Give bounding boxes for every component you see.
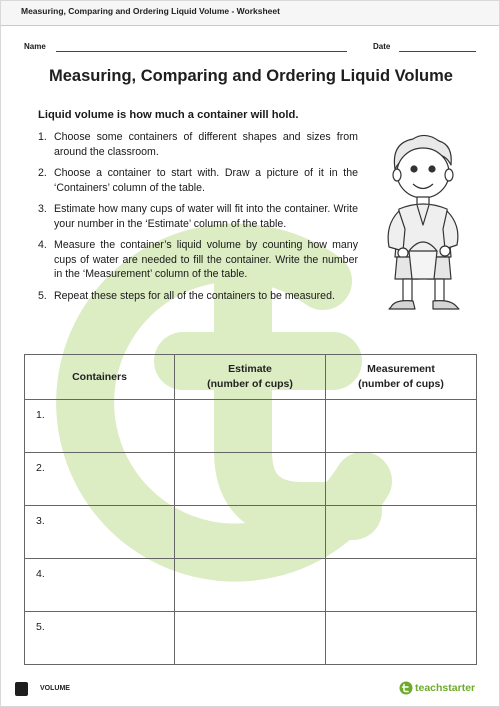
estimate-cell[interactable] <box>175 506 326 559</box>
document-icon <box>15 682 28 696</box>
step-text: Repeat these steps for all of the containers to be measured. <box>54 289 335 302</box>
table-row <box>25 506 477 559</box>
estimate-cell[interactable] <box>175 559 326 612</box>
measurement-cell[interactable] <box>326 506 477 559</box>
volume-table <box>24 354 477 665</box>
instruction-step <box>38 202 358 231</box>
table-row <box>25 559 477 612</box>
row-number: 5. <box>36 621 45 633</box>
row-number: 1. <box>36 409 45 421</box>
step-text: Choose some containers of different shapes and sizes from around the classroom. <box>54 131 358 158</box>
containers-cell[interactable] <box>25 612 175 665</box>
footer-topic-label: VOLUME <box>40 685 70 692</box>
measurement-cell[interactable] <box>326 559 477 612</box>
column-header-line2: (number of cups) <box>207 378 293 390</box>
boy-with-bucket-illustration <box>373 129 473 315</box>
column-header-line1: Containers <box>72 370 127 383</box>
table-header-row <box>25 355 477 400</box>
intro-text: Liquid volume is how much a container will hold. <box>38 109 299 121</box>
instruction-step <box>38 238 358 282</box>
name-field-line[interactable] <box>56 51 347 52</box>
page-title: Measuring, Comparing and Ordering Liquid Volume <box>49 67 453 85</box>
step-number: 4. <box>38 239 47 251</box>
containers-cell[interactable] <box>25 559 175 612</box>
column-header-containers <box>25 355 175 400</box>
instruction-step <box>38 289 358 304</box>
estimate-cell[interactable] <box>175 400 326 453</box>
instruction-step <box>38 166 358 195</box>
instruction-step <box>38 130 358 159</box>
date-label: Date <box>373 42 391 51</box>
column-header-line1: Estimate <box>228 363 272 375</box>
column-header-estimate <box>175 355 326 400</box>
step-number: 1. <box>38 131 47 143</box>
step-number: 2. <box>38 167 47 179</box>
estimate-cell[interactable] <box>175 453 326 506</box>
worksheet-header-title: Measuring, Comparing and Ordering Liquid Volume - Worksheet <box>21 6 280 16</box>
row-number: 3. <box>36 515 45 527</box>
containers-cell[interactable] <box>25 400 175 453</box>
measurement-cell[interactable] <box>326 453 477 506</box>
teachstarter-logo-icon <box>399 681 413 695</box>
column-header-line1: Measurement <box>367 363 435 375</box>
worksheet-header-bar <box>1 1 499 26</box>
table-row <box>25 400 477 453</box>
step-text: Estimate how many cups of water will fit into the container. Write your number in the ‘Estimate’ column of the table. <box>54 203 358 230</box>
table-row <box>25 453 477 506</box>
column-header-measurement <box>326 355 477 400</box>
brand-name: teachstarter <box>415 682 476 694</box>
teachstarter-brand <box>399 680 485 698</box>
instruction-list <box>38 130 358 310</box>
step-text: Choose a container to start with. Draw a picture of it in the ‘Containers’ column of the table. <box>54 167 358 194</box>
containers-cell[interactable] <box>25 453 175 506</box>
step-number: 3. <box>38 203 47 215</box>
measurement-cell[interactable] <box>326 612 477 665</box>
name-label: Name <box>24 42 46 51</box>
step-number: 5. <box>38 289 47 302</box>
date-field-line[interactable] <box>399 51 476 52</box>
measurement-cell[interactable] <box>326 400 477 453</box>
row-number: 2. <box>36 462 45 474</box>
step-text: Measure the container’s liquid volume by counting how many cups of water are needed to fill the container. Write the number in the ‘Measurement’ column of the table. <box>54 239 358 280</box>
estimate-cell[interactable] <box>175 612 326 665</box>
containers-cell[interactable] <box>25 506 175 559</box>
column-header-line2: (number of cups) <box>358 378 444 390</box>
table-row <box>25 612 477 665</box>
row-number: 4. <box>36 568 45 580</box>
